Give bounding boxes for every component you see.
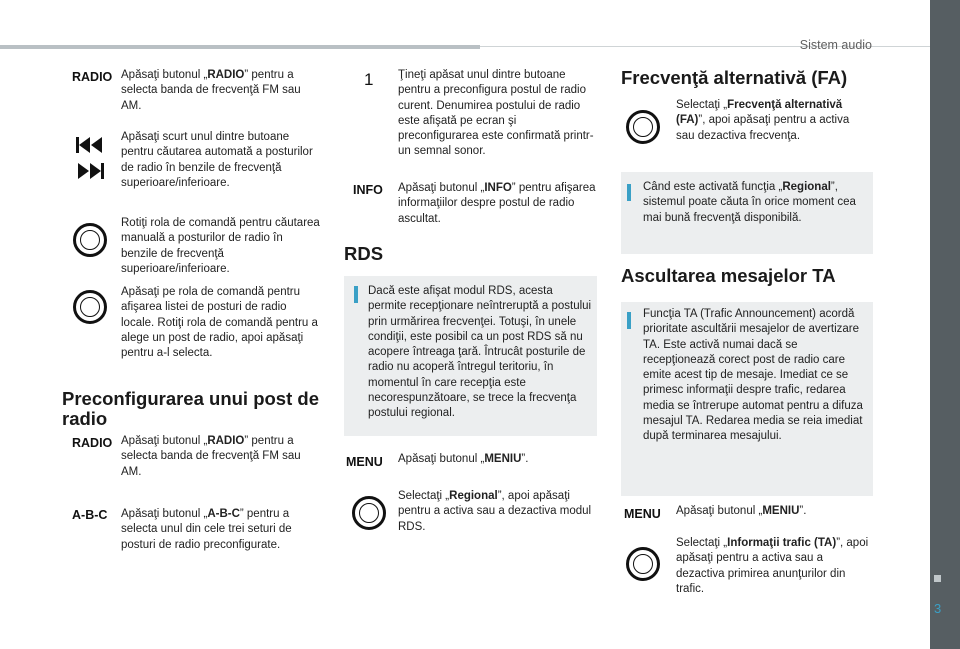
rotary-knob-icon	[626, 110, 660, 144]
rotary-knob-icon	[352, 496, 386, 530]
skip-forward-icon	[74, 162, 106, 180]
ta-note-box	[621, 302, 873, 496]
alt-frequency-heading: Frecvenţă alternativă (FA)	[621, 67, 848, 88]
section-title: Sistem audio	[799, 38, 872, 52]
preset-one-label: 1	[364, 70, 374, 89]
rds-note-text: Dacă este afişat modul RDS, acesta permite recepţionare neîntreruptă a postului prin urmărirea frecvenţei. Totuşi, în unele condiţii, este posibil ca un post RDS să nu acopere întreaga ţară. Întrucât posturile de radio nu acoperă întregul teritoriu, în momentul în care recepţia este necorespunzătoare, se trece la frecvenţa postului regional.	[368, 285, 592, 420]
knob-press-instruction: Apăsaţi pe rola de comandă pentru afişarea listei de posturi de radio locale. Rotiţi rola de comandă pentru a alege un post de radio, apoi apăsaţi pentru a-l selecta.	[121, 286, 318, 360]
abc-button-label: A-B-C	[72, 508, 108, 522]
rotary-knob-icon	[73, 290, 107, 324]
radio-instruction-2: Apăsaţi butonul „RADIO” pentru a selecta banda de frecvenţă FM sau AM.	[121, 435, 301, 478]
info-instruction: Apăsaţi butonul „INFO” pentru afişarea informaţiilor despre postul de radio ascultat.	[398, 182, 596, 225]
regional-instruction: Selectaţi „Regional”, apoi apăsaţi pentru a activa sau a dezactiva modul RDS.	[398, 490, 592, 533]
info-bar-icon	[627, 312, 631, 329]
preset-hold-instruction: Ţineţi apăsat unul dintre butoane pentru a preconfigura postul de radio curent. Denumirea postului de radio este afişată pe ecran şi preconfigurarea este confirmată printr-un semnal sonor.	[398, 69, 594, 158]
alt-note-text: Când este activată funcţia „Regional”, sistemul poate căuta în orice moment cea mai bună frecvenţă disponibilă.	[643, 181, 856, 224]
seek-instruction: Apăsaţi scurt unul dintre butoane pentru căutarea automată a posturilor de radio în benzile de frecvenţă superioare/inferioare.	[121, 131, 313, 189]
alt-frequency-instruction: Selectaţi „Frecvenţă alternativă (FA)”, apoi apăsaţi pentru a activa sau dezactiva frecvenţa.	[676, 99, 850, 142]
menu-instruction-2: Apăsaţi butonul „MENIU”.	[676, 505, 807, 517]
rotary-knob-icon	[626, 547, 660, 581]
skip-back-icon	[74, 136, 106, 154]
menu-button-label: MENU	[624, 507, 661, 521]
rotary-knob-icon	[73, 223, 107, 257]
alt-note-box	[621, 172, 873, 254]
page-marker	[934, 575, 941, 582]
page-number: 3	[934, 601, 942, 616]
abc-instruction: Apăsaţi butonul „A-B-C” pentru a selecta unul din cele trei seturi de posturi de radio preconfigurate.	[121, 508, 292, 551]
info-bar-icon	[354, 286, 358, 303]
page-sidebar	[930, 0, 960, 649]
menu-instruction: Apăsaţi butonul „MENIU”.	[398, 453, 529, 465]
info-bar-icon	[627, 184, 631, 201]
ta-heading: Ascultarea mesajelor TA	[621, 265, 836, 286]
rds-note-box	[344, 276, 597, 436]
menu-button-label: MENU	[346, 455, 383, 469]
radio-instruction: Apăsaţi butonul „RADIO” pentru a selecta banda de frecvenţă FM sau AM.	[121, 69, 301, 112]
radio-button-label: RADIO	[72, 70, 113, 84]
traffic-instruction: Selectaţi „Informaţii trafic (TA)”, apoi apăsaţi pentru a activa sau a dezactiva primirea anunţurilor din trafic.	[676, 537, 869, 595]
header-rule	[0, 45, 480, 49]
knob-rotate-instruction: Rotiţi rola de comandă pentru căutarea manuală a posturilor de radio în benzile de frecvenţă superioare/inferioare.	[121, 217, 320, 275]
ta-note-text: Funcţia TA (Trafic Announcement) acordă prioritate ascultării mesajelor de avertizare TA. Este activă numai dacă se recepţionează corect post de radio care emite acest tip de mesaje. Imediat ce se primesc informaţii despre trafic, redarea media se întrerupe automat pentru a difuza mesajul TA. Redarea media se reia imediat după terminarea mesajului.	[643, 308, 863, 443]
info-button-label: INFO	[353, 183, 383, 197]
rds-heading: RDS	[344, 243, 384, 264]
radio-button-label: RADIO	[72, 436, 113, 450]
preset-heading: Preconfigurarea unui post de radio	[62, 388, 319, 429]
